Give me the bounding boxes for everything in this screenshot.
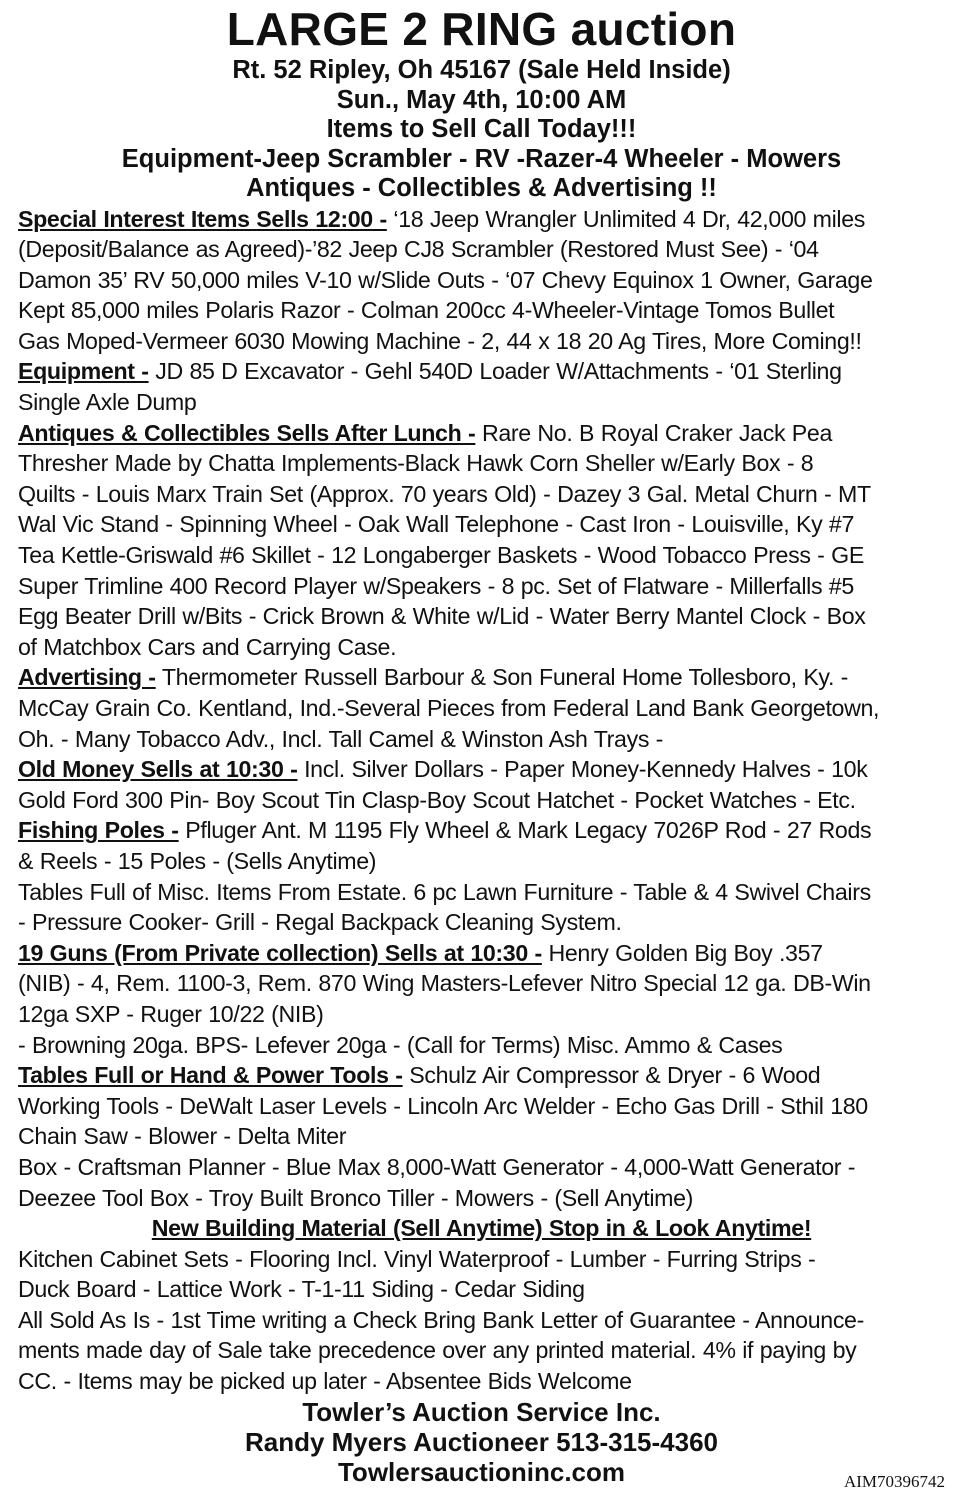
body-line [18, 204, 945, 235]
body-text: 12ga SXP - Ruger 10/22 (NIB) [18, 1000, 324, 1027]
body-line [18, 601, 945, 632]
body-text: Rare No. B Royal Craker Jack Pea [475, 419, 833, 446]
ad-header [18, 2, 945, 204]
location-line: Rt. 52 Ripley, Oh 45167 (Sale Held Inside) [232, 56, 731, 84]
body-line [18, 509, 945, 540]
body-text: Single Axle Dump [18, 389, 197, 416]
body-text: Chain Saw - Blower - Delta Miter [18, 1123, 347, 1150]
body-text: McCay Grain Co. Kentland, Ind.-Several Pieces from Federal Land Bank Georgetown, [18, 695, 880, 721]
body-text: Tables Full of Misc. Items From Estate. 6 pc Lawn Furniture - Table & 4 Swivel Chairs [18, 878, 871, 905]
ad-title: LARGE 2 RING auction [226, 3, 737, 55]
body-text: JD 85 D Excavator - Gehl 540D Loader W/Attachments - ‘01 Sterling [148, 358, 842, 385]
listing-body [18, 204, 945, 1397]
body-text: (Deposit/Balance as Agreed)-’82 Jeep CJ8 Scrambler (Restored Must See) - ‘04 [18, 236, 819, 263]
body-line [18, 1183, 945, 1214]
equipment-headline: Equipment-Jeep Scrambler - RV -Razer-4 Wheeler - Mowers [121, 144, 842, 173]
body-text: & Reels - 15 Poles - (Sells Anytime) [18, 847, 377, 874]
body-line [18, 540, 945, 571]
body-text: Kitchen Cabinet Sets - Flooring Incl. Vinyl Waterproof - Lumber - Furring Strips - [18, 1245, 816, 1272]
body-line [18, 1366, 945, 1397]
body-line [18, 815, 945, 846]
section-label: Advertising - [18, 664, 156, 691]
ad-code: AIM70396742 [843, 1472, 945, 1491]
section-label: 19 Guns (From Private collection) Sells at 10:30 - [18, 939, 542, 966]
body-text: Super Trimline 400 Record Player w/Speakers - 8 pc. Set of Flatware - Millerfalls #5 [18, 572, 854, 599]
body-text: (NIB) - 4, Rem. 1100-3, Rem. 870 Wing Masters-Lefever Nitro Special 12 ga. DB-Win [18, 970, 871, 997]
body-line [18, 326, 945, 357]
section-label: Fishing Poles - [18, 817, 179, 844]
section-label: Old Money Sells at 10:30 - [18, 756, 298, 783]
body-text: Working Tools - DeWalt Laser Levels - Lincoln Arc Welder - Echo Gas Drill - Sthil 180 [18, 1092, 868, 1119]
body-line [18, 693, 945, 724]
body-line [18, 418, 945, 449]
body-text: Wal Vic Stand - Spinning Wheel - Oak Wall Telephone - Cast Iron - Louisville, Ky #7 [18, 511, 854, 538]
body-text: ‘18 Jeep Wrangler Unlimited 4 Dr, 42,000 miles [386, 205, 865, 232]
antiques-headline: Antiques - Collectibles & Advertising !! [246, 174, 717, 202]
body-text: Quilts - Louis Marx Train Set (Approx. 70 years Old) - Dazey 3 Gal. Metal Churn - MT [18, 480, 871, 507]
body-line [18, 846, 945, 877]
body-line [18, 907, 945, 938]
body-text: - Pressure Cooker- Grill - Regal Backpack Cleaning System. [18, 909, 622, 936]
body-line [18, 754, 945, 785]
body-line [18, 448, 945, 479]
body-line [18, 1152, 945, 1183]
body-text: Thresher Made by Chatta Implements-Black Hawk Corn Sheller w/Early Box - 8 [18, 450, 814, 477]
body-line [18, 877, 945, 908]
body-line [18, 1335, 945, 1366]
body-text: Henry Golden Big Boy .357 [541, 939, 823, 966]
call-today-line: Items to Sell Call Today!!! [326, 115, 637, 143]
body-line [18, 1305, 945, 1336]
body-text: of Matchbox Cars and Carrying Case. [18, 633, 397, 660]
body-text: Egg Beater Drill w/Bits - Crick Brown & White w/Lid - Water Berry Mantel Clock - Box [18, 603, 866, 630]
section-label: Antiques & Collectibles Sells After Lunch - [18, 419, 476, 446]
section-label: Special Interest Items Sells 12:00 - [18, 205, 387, 232]
ad-footer [18, 1397, 945, 1487]
body-line [18, 632, 945, 663]
body-line [18, 387, 945, 418]
body-line [18, 968, 945, 999]
body-text: Pfluger Ant. M 1195 Fly Wheel & Mark Legacy 7026P Rod - 27 Rods [178, 817, 872, 844]
body-line [18, 785, 945, 816]
body-text: Thermometer Russell Barbour & Son Funeral Home Tollesboro, Ky. - [155, 664, 849, 691]
company-name: Towler’s Auction Service Inc. [302, 1396, 661, 1427]
body-text: Damon 35’ RV 50,000 miles V-10 w/Slide Outs - ‘07 Chevy Equinox 1 Owner, Garage [18, 266, 873, 293]
body-line [18, 571, 945, 602]
body-line [18, 724, 945, 755]
body-line [18, 1091, 945, 1122]
body-text: ments made day of Sale take precedence over any printed material. 4% if paying by [18, 1337, 857, 1364]
body-line [18, 1244, 945, 1275]
date-time-line: Sun., May 4th, 10:00 AM [336, 85, 627, 114]
body-line [18, 295, 945, 326]
body-line [18, 479, 945, 510]
body-line [18, 234, 945, 265]
body-text: Schulz Air Compressor & Dryer - 6 Wood [402, 1062, 821, 1089]
body-line [18, 356, 945, 387]
body-line [18, 1121, 945, 1152]
body-text: Kept 85,000 miles Polaris Razor - Colman 200cc 4-Wheeler-Vintage Tomos Bullet [18, 297, 835, 324]
body-text: All Sold As Is - 1st Time writing a Check Bring Bank Letter of Guarantee - Announce- [18, 1306, 864, 1333]
body-line [18, 1060, 945, 1091]
auctioneer-contact: Randy Myers Auctioneer 513-315-4360 [244, 1426, 719, 1457]
body-line [18, 938, 945, 969]
body-text: Box - Craftsman Planner - Blue Max 8,000-Watt Generator - 4,000-Watt Generator - [18, 1153, 856, 1180]
body-text: Gas Moped-Vermeer 6030 Mowing Machine - 2, 44 x 18 20 Ag Tires, More Coming!! [18, 327, 862, 354]
body-text: Tea Kettle-Griswald #6 Skillet - 12 Longaberger Baskets - Wood Tobacco Press - GE [18, 542, 864, 569]
section-label: Equipment - [18, 358, 149, 385]
body-text: CC. - Items may be picked up later - Absentee Bids Welcome [18, 1368, 632, 1395]
body-text: Oh. - Many Tobacco Adv., Incl. Tall Camel & Winston Ash Trays - [18, 725, 664, 752]
body-text: Gold Ford 300 Pin- Boy Scout Tin Clasp-Boy Scout Hatchet - Pocket Watches - Etc. [18, 786, 856, 813]
body-line [18, 999, 945, 1030]
body-text: Duck Board - Lattice Work - T-1-11 Siding - Cedar Siding [18, 1276, 585, 1303]
body-text: Incl. Silver Dollars - Paper Money-Kennedy Halves - 10k [297, 756, 868, 783]
section-label: Tables Full or Hand & Power Tools - [18, 1062, 403, 1089]
body-line [18, 1274, 945, 1305]
body-text: Deezee Tool Box - Troy Built Bronco Tiller - Mowers - (Sell Anytime) [18, 1184, 694, 1211]
body-line [18, 1030, 945, 1061]
body-line [18, 265, 945, 296]
body-line [18, 662, 945, 693]
body-text: - Browning 20ga. BPS- Lefever 20ga - (Call for Terms) Misc. Ammo & Cases [18, 1031, 783, 1058]
website[interactable]: Towlersauctioninc.com [337, 1456, 625, 1487]
section-heading-line: New Building Material (Sell Anytime) Stop in & Look Anytime! [151, 1215, 812, 1242]
